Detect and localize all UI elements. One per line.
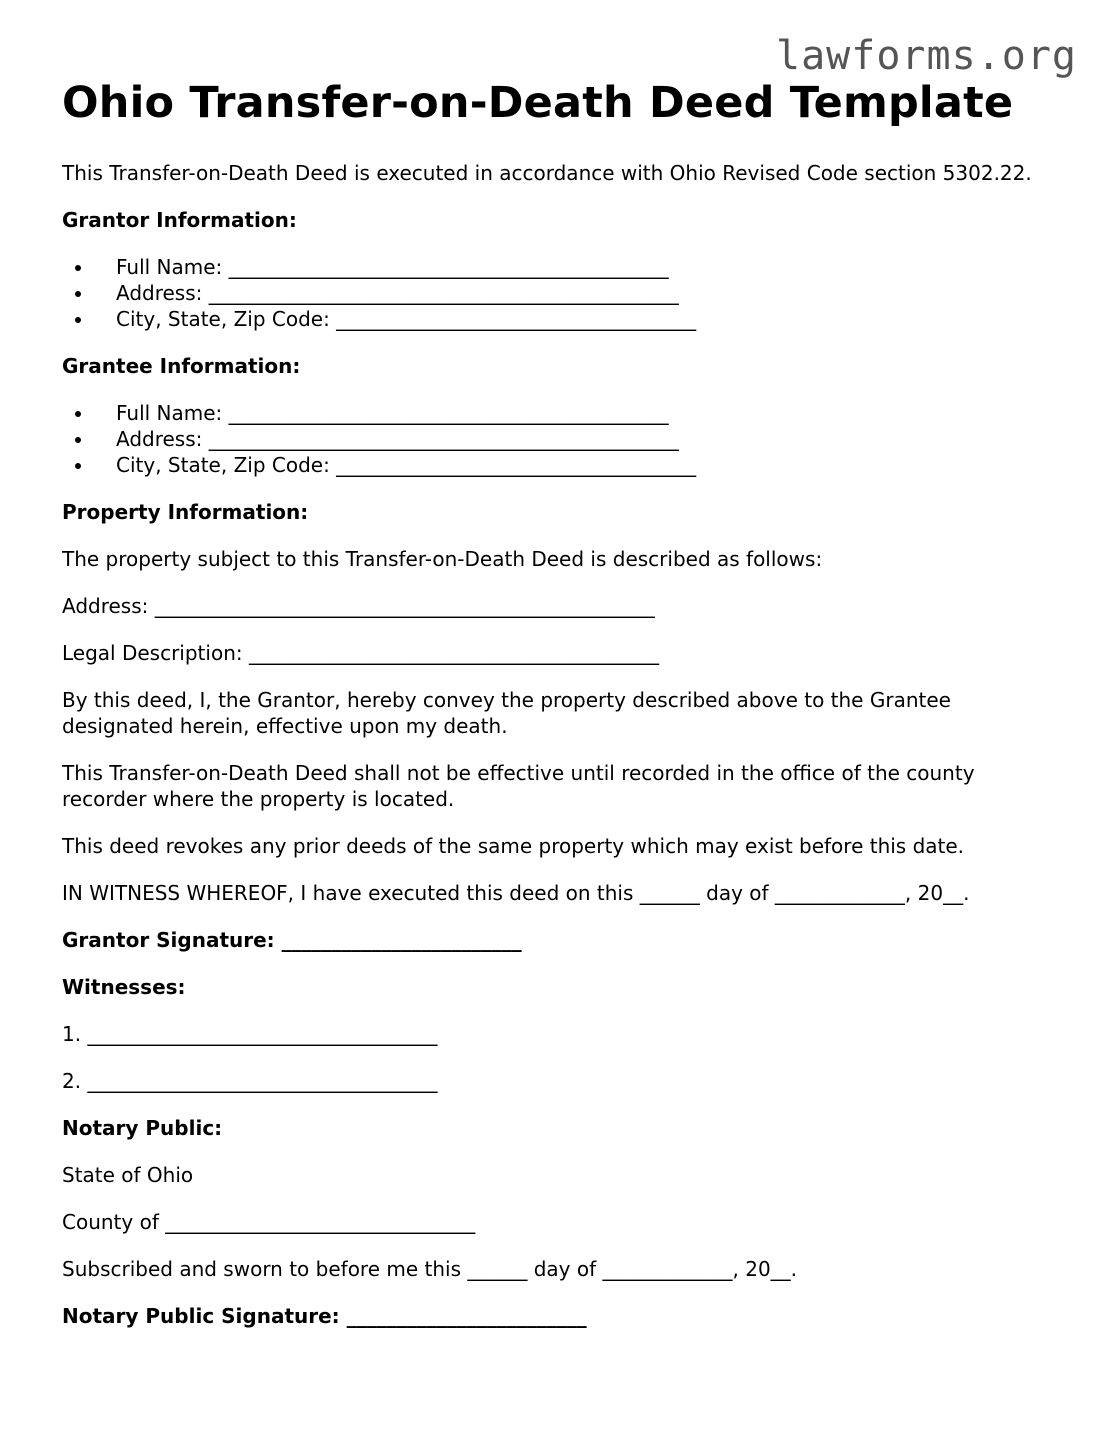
notary-heading: Notary Public:	[62, 1115, 223, 1140]
intro-paragraph: This Transfer-on-Death Deed is executed in accordance with Ohio Revised Code section 5302.22.	[62, 160, 1032, 185]
grantor-signature-line: Grantor Signature: ________________________	[62, 927, 522, 952]
property-description: The property subject to this Transfer-on-Death Deed is described as follows:	[62, 546, 823, 571]
grantee-address-field: • Address: _______________________________________________	[94, 426, 1052, 452]
grantor-heading: Grantor Information:	[62, 207, 297, 232]
witnesses-heading: Witnesses:	[62, 974, 186, 999]
grantor-city-state-zip-field: • City, State, Zip Code: ____________________________________	[94, 306, 1052, 332]
grantee-list	[62, 400, 1052, 478]
witness-line-2: 2. ___________________________________	[62, 1068, 438, 1093]
document-page	[62, 78, 1052, 1329]
page-title: Ohio Transfer-on-Death Deed Template	[62, 78, 1014, 128]
grantee-heading: Grantee Information:	[62, 353, 301, 378]
revokes-paragraph: This deed revokes any prior deeds of the same property which may exist before this date.	[62, 833, 965, 858]
grantee-full-name-field: • Full Name: ____________________________________________	[94, 400, 1052, 426]
property-address-field: Address: __________________________________________________	[62, 593, 655, 618]
witness-clause: IN WITNESS WHEREOF, I have executed this deed on this ______ day of _____________, 20__.	[62, 880, 970, 905]
notary-county-field: County of _______________________________	[62, 1209, 476, 1234]
watermark: lawforms.org	[776, 33, 1077, 79]
property-heading: Property Information:	[62, 499, 309, 524]
notary-sworn-line: Subscribed and sworn to before me this ______ day of _____________, 20__.	[62, 1256, 798, 1281]
notary-state: State of Ohio	[62, 1162, 194, 1187]
property-legal-description-field: Legal Description: _________________________________________	[62, 640, 659, 665]
effective-paragraph: This Transfer-on-Death Deed shall not be effective until recorded in the office of the county recorder where the property is located.	[62, 760, 975, 811]
grantee-city-state-zip-field: • City, State, Zip Code: ____________________________________	[94, 452, 1052, 478]
grantor-list	[62, 254, 1052, 332]
grantor-address-field: • Address: _______________________________________________	[94, 280, 1052, 306]
notary-signature-line: Notary Public Signature: ________________________	[62, 1303, 587, 1328]
grantor-full-name-field: • Full Name: ____________________________________________	[94, 254, 1052, 280]
witness-line-1: 1. ___________________________________	[62, 1021, 438, 1046]
convey-paragraph: By this deed, I, the Grantor, hereby convey the property described above to the Grantee designated herein, effective upon my death.	[62, 687, 951, 738]
